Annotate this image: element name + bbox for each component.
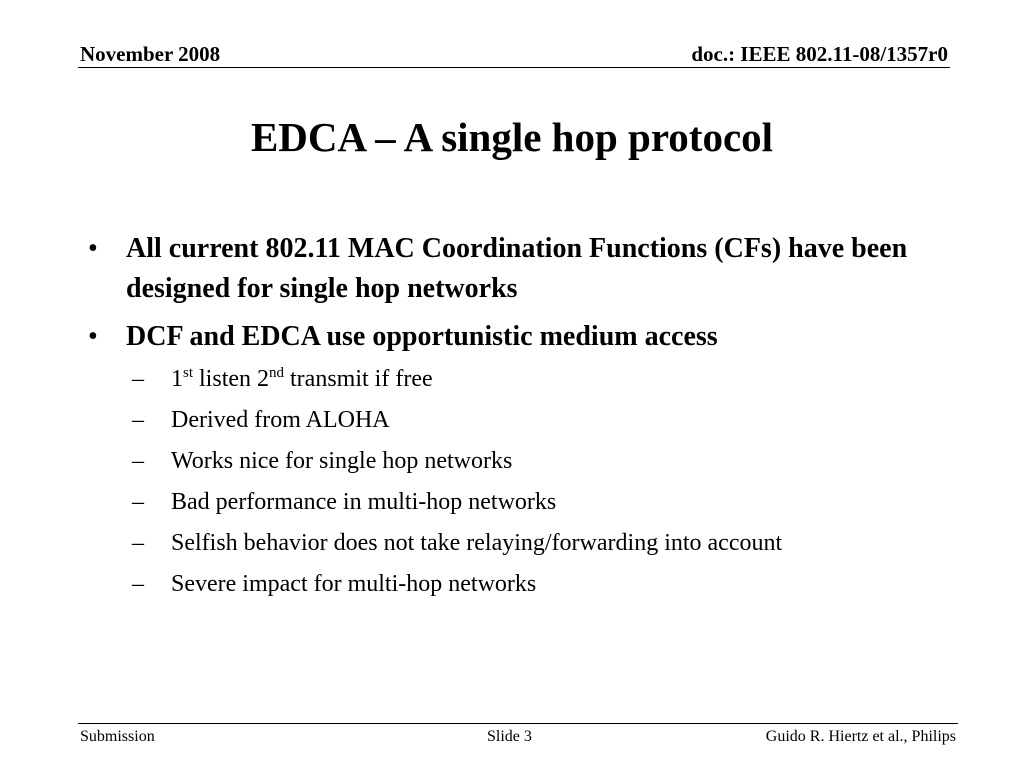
sub-bullet-item <box>84 488 964 516</box>
sub-bullet-text: Works nice for single hop networks <box>171 448 513 474</box>
bullet-text: All current 802.11 MAC Coordination Functions (CFs) have been designed for single hop networks <box>126 233 908 304</box>
sub-bullet-item <box>84 406 964 434</box>
sub-bullet-text: Derived from ALOHA <box>171 407 390 433</box>
dash-marker: – <box>132 530 144 556</box>
sub-bullet-text: Selfish behavior does not take relaying/forwarding into account <box>171 530 783 556</box>
dash-marker: – <box>132 407 144 433</box>
footer-slide-number: Slide 3 <box>487 728 532 745</box>
bullet-marker: • <box>88 233 98 264</box>
footer-divider <box>78 723 958 724</box>
footer-submission: Submission <box>80 728 155 745</box>
bullet-marker: • <box>88 321 98 352</box>
bullet-text: DCF and EDCA use opportunistic medium access <box>126 321 718 352</box>
slide-title: EDCA – A single hop protocol <box>250 114 774 160</box>
dash-marker: – <box>132 366 144 392</box>
header-doc-id: doc.: IEEE 802.11-08/1357r0 <box>691 42 948 66</box>
sub-bullet-text <box>171 366 433 392</box>
sub-bullet-text: Severe impact for multi-hop networks <box>171 571 537 597</box>
sub-bullet-item <box>84 447 964 475</box>
sub-bullet-item <box>84 365 964 393</box>
superscript: st <box>183 365 194 381</box>
slide-body <box>84 229 964 611</box>
text-part: 1 <box>171 366 183 392</box>
superscript: nd <box>269 365 285 381</box>
text-part: transmit if free <box>284 366 433 392</box>
sub-bullet-text: Bad performance in multi-hop networks <box>171 489 557 515</box>
dash-marker: – <box>132 448 144 474</box>
sub-bullet-item <box>84 570 964 598</box>
sub-bullet-item <box>84 529 964 557</box>
header-divider <box>78 67 950 68</box>
bullet-item <box>84 317 964 357</box>
footer-author: Guido R. Hiertz et al., Philips <box>765 728 956 745</box>
dash-marker: – <box>132 571 144 597</box>
header-date: November 2008 <box>80 42 221 66</box>
dash-marker: – <box>132 489 144 515</box>
bullet-item <box>84 229 964 309</box>
text-part: listen 2 <box>193 366 270 392</box>
